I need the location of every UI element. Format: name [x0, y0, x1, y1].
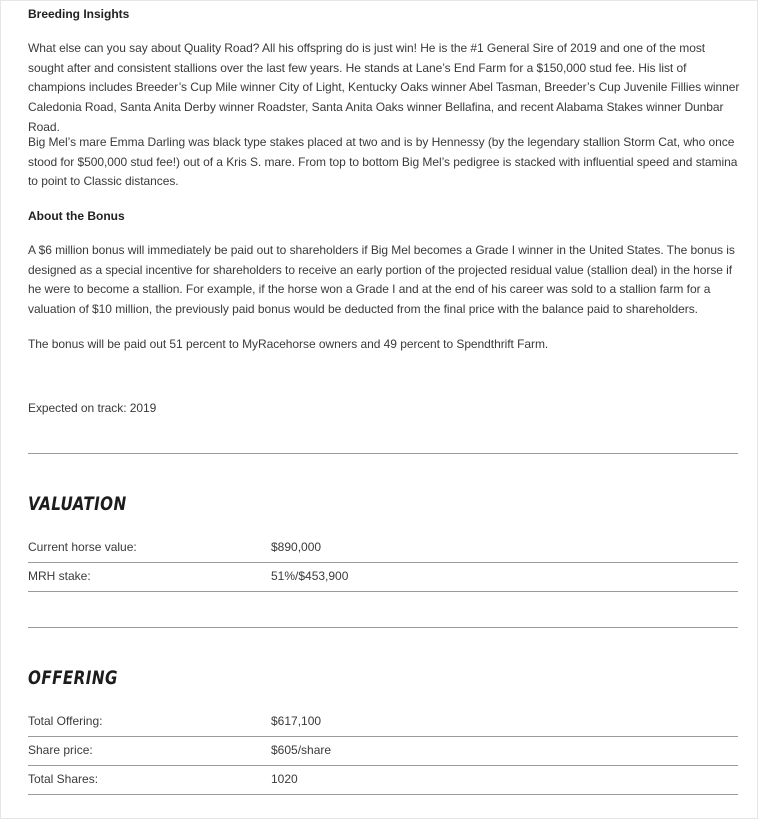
- row-value: 1020: [271, 772, 298, 786]
- row-value: $605/share: [271, 743, 332, 757]
- offering-title: OFFERING: [28, 667, 118, 689]
- breeding-paragraph-2: Big Mel’s mare Emma Darling was black type stakes placed at two and is by Hennessy (by the legendary stallion Storm Cat, who once stood for $500,000 stud fee!) out of a Kris S. mare. From top to bottom Big Mel’s pedigree is stacked with influential speed and stamina to point to Classic distances.: [28, 135, 738, 189]
- valuation-title: VALUATION: [28, 493, 127, 515]
- row-value: 51%/$453,900: [271, 569, 349, 583]
- row-label: Total Shares:: [28, 772, 99, 786]
- offering-row-total-offering: [28, 708, 738, 737]
- expected-on-track: Expected on track: 2019: [28, 401, 157, 415]
- bonus-paragraph-1: A $6 million bonus will immediately be paid out to shareholders if Big Mel becomes a Grade I winner in the United States. The bonus is designed as a special incentive for shareholders to receive an early portion of the projected residual value (stallion deal) in the horse if he were to become a stallion. For example, if the horse won a Grade I and at the end of his career was sold to a stallion farm for a valuation of $10 million, the previously paid bonus would be deducted from the final price with the balance paid to shareholders.: [28, 243, 735, 317]
- row-label: MRH stake:: [28, 569, 91, 583]
- section-divider: [28, 453, 738, 454]
- valuation-row-mrh-stake: [28, 563, 738, 592]
- bonus-paragraph-2: The bonus will be paid out 51 percent to MyRacehorse owners and 49 percent to Spendthrift Farm.: [28, 337, 549, 351]
- breeding-insights-heading: Breeding Insights: [28, 7, 130, 21]
- valuation-row-current-value: [28, 534, 738, 563]
- offering-row-share-price: [28, 737, 738, 766]
- offering-row-total-shares: [28, 766, 738, 795]
- row-label: Total Offering:: [28, 714, 103, 728]
- row-label: Share price:: [28, 743, 93, 757]
- row-value: $617,100: [271, 714, 322, 728]
- section-divider: [28, 627, 738, 628]
- breeding-paragraph-1: What else can you say about Quality Road? All his offspring do is just win! He is the #1 General Sire of 2019 and one of the most sought after and consistent stallions over the last few years. He stands at Lane’s End Farm for a $150,000 stud fee. His list of champions includes Breeder’s Cup Mile winner City of Light, Kentucky Oaks winner Abel Tasman, Breeder’s Cup Juvenile Fillies winner Caledonia Road, Santa Anita Derby winner Roadster, Santa Anita Oaks winner Bellafina, and recent Alabama Stakes winner Dunbar Road.: [28, 41, 740, 134]
- about-bonus-heading: About the Bonus: [28, 209, 125, 223]
- row-value: $890,000: [271, 540, 322, 554]
- row-label: Current horse value:: [28, 540, 137, 554]
